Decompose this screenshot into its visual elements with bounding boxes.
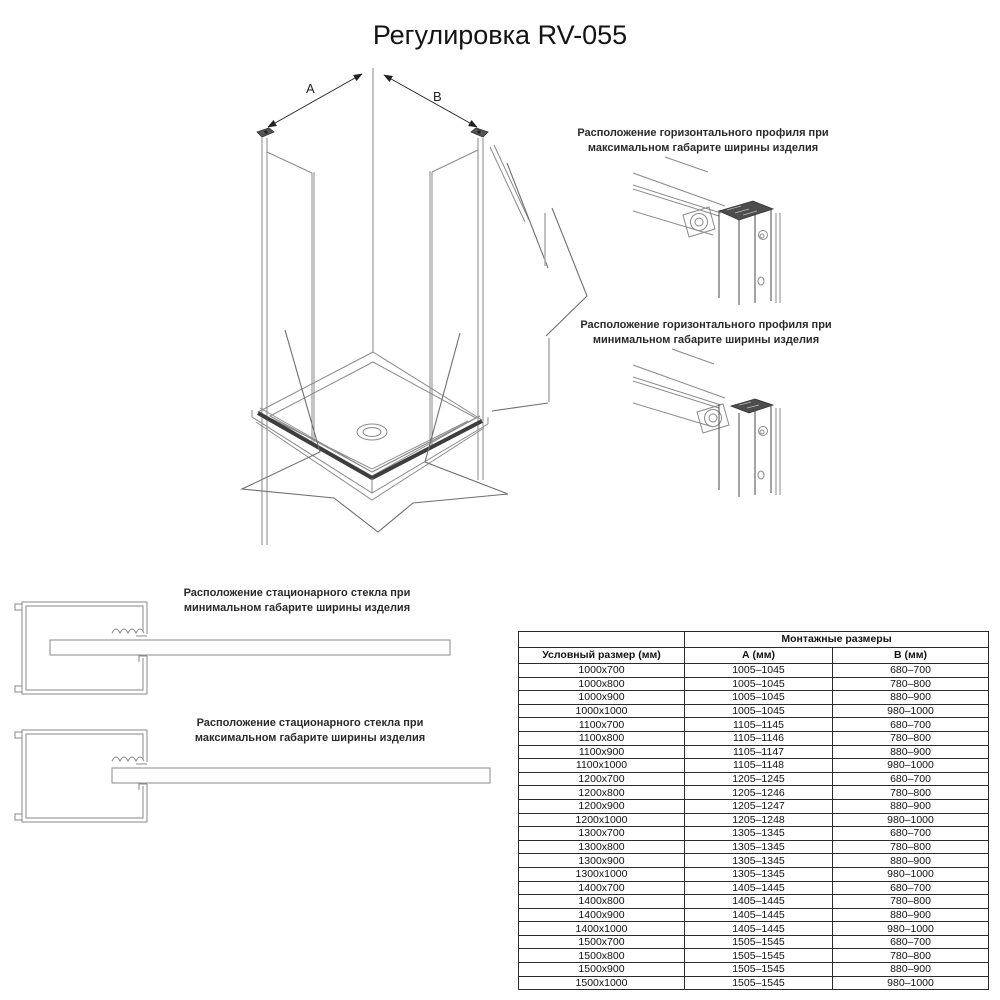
table-row bbox=[519, 949, 989, 963]
table-cell: 680–700 bbox=[833, 935, 989, 949]
glass-section-max bbox=[112, 768, 490, 783]
table-cell: 1300x1000 bbox=[519, 867, 685, 881]
empty-header-cell bbox=[519, 632, 685, 648]
table-cell: 1005–1045 bbox=[685, 677, 833, 691]
table-cell: 1405–1445 bbox=[685, 881, 833, 895]
table-cell: 1200x900 bbox=[519, 799, 685, 813]
table-cell: 1200x1000 bbox=[519, 813, 685, 827]
table-cell: 780–800 bbox=[833, 895, 989, 909]
callout-glass-min: Расположение стационарного стекла при минимальном габарите ширины изделия bbox=[183, 587, 411, 614]
left-wall-profile bbox=[257, 128, 274, 545]
table-cell: 680–700 bbox=[833, 664, 989, 678]
table-cell: 1105–1145 bbox=[685, 718, 833, 732]
callout-profile-min: Расположение горизонтального профиля при минимальном габарите ширины изделия bbox=[580, 319, 832, 346]
table-cell: 1500x900 bbox=[519, 963, 685, 977]
table-cell: 1100x700 bbox=[519, 718, 685, 732]
table-cell: 1005–1045 bbox=[685, 691, 833, 705]
table-group-header-row bbox=[519, 632, 989, 648]
page-title: Регулировка RV-055 bbox=[372, 20, 628, 50]
table-cell: 880–900 bbox=[833, 963, 989, 977]
table-cell: 1400x1000 bbox=[519, 922, 685, 936]
table-cell: 1505–1545 bbox=[685, 949, 833, 963]
table-cell: 1305–1345 bbox=[685, 854, 833, 868]
shower-tray bbox=[252, 352, 488, 500]
table-row bbox=[519, 745, 989, 759]
table-row bbox=[519, 813, 989, 827]
section-glass-max-drawing bbox=[12, 722, 502, 837]
col-header-a: А (мм) bbox=[685, 648, 833, 664]
table-cell: 1000x800 bbox=[519, 677, 685, 691]
col-header-size: Условный размер (мм) bbox=[519, 648, 685, 664]
table-row bbox=[519, 772, 989, 786]
table-cell: 680–700 bbox=[833, 718, 989, 732]
table-cell: 1300x800 bbox=[519, 840, 685, 854]
dimension-a bbox=[268, 74, 362, 127]
detail-profile-min-drawing bbox=[633, 355, 868, 500]
table-row bbox=[519, 935, 989, 949]
table-row bbox=[519, 731, 989, 745]
table-cell: 980–1000 bbox=[833, 867, 989, 881]
table-row bbox=[519, 881, 989, 895]
table-row bbox=[519, 854, 989, 868]
table-cell: 1000x700 bbox=[519, 664, 685, 678]
table-row bbox=[519, 976, 989, 990]
table-cell: 1200x700 bbox=[519, 772, 685, 786]
table-row bbox=[519, 895, 989, 909]
table-column-header-row bbox=[519, 648, 989, 664]
detail-profile-max-drawing bbox=[633, 163, 868, 308]
table-cell: 980–1000 bbox=[833, 813, 989, 827]
table-row bbox=[519, 827, 989, 841]
table-row bbox=[519, 840, 989, 854]
table-row bbox=[519, 908, 989, 922]
table-row bbox=[519, 677, 989, 691]
left-glass-panel bbox=[267, 152, 314, 443]
table-row bbox=[519, 759, 989, 773]
table-cell: 980–1000 bbox=[833, 704, 989, 718]
table-cell: 780–800 bbox=[833, 786, 989, 800]
mounting-sizes-table bbox=[518, 631, 989, 990]
table-row bbox=[519, 963, 989, 977]
table-cell: 1105–1147 bbox=[685, 745, 833, 759]
callout-glass-max: Расположение стационарного стекла при максимальном габарите ширины изделия bbox=[194, 717, 426, 744]
table-cell: 680–700 bbox=[833, 772, 989, 786]
table-cell: 1405–1445 bbox=[685, 922, 833, 936]
section-glass-min-drawing bbox=[12, 592, 457, 707]
table-cell: 1300x900 bbox=[519, 854, 685, 868]
down-arrow-outline bbox=[242, 330, 508, 532]
table-row bbox=[519, 718, 989, 732]
table-cell: 1005–1045 bbox=[685, 664, 833, 678]
table-row bbox=[519, 799, 989, 813]
table-cell: 1500x700 bbox=[519, 935, 685, 949]
table-cell: 1400x800 bbox=[519, 895, 685, 909]
table-cell: 1305–1345 bbox=[685, 840, 833, 854]
table-cell: 880–900 bbox=[833, 691, 989, 705]
table-cell: 680–700 bbox=[833, 881, 989, 895]
table-cell: 1505–1545 bbox=[685, 935, 833, 949]
table-row bbox=[519, 786, 989, 800]
table-cell: 1300x700 bbox=[519, 827, 685, 841]
table-cell: 1400x700 bbox=[519, 881, 685, 895]
col-header-b: В (мм) bbox=[833, 648, 989, 664]
table-cell: 1100x800 bbox=[519, 731, 685, 745]
drain bbox=[357, 424, 387, 440]
table-cell: 1100x1000 bbox=[519, 759, 685, 773]
table-cell: 1105–1146 bbox=[685, 731, 833, 745]
table-cell: 980–1000 bbox=[833, 922, 989, 936]
table-cell: 980–1000 bbox=[833, 976, 989, 990]
table-cell: 1405–1445 bbox=[685, 908, 833, 922]
table-cell: 780–800 bbox=[833, 949, 989, 963]
table-cell: 880–900 bbox=[833, 908, 989, 922]
table-cell: 880–900 bbox=[833, 745, 989, 759]
table-cell: 1400x900 bbox=[519, 908, 685, 922]
dimension-b bbox=[384, 75, 477, 127]
table-cell: 880–900 bbox=[833, 854, 989, 868]
table-row bbox=[519, 664, 989, 678]
size-table-body bbox=[519, 664, 989, 990]
table-cell: 1205–1247 bbox=[685, 799, 833, 813]
callout-profile-max: Расположение горизонтального профиля при максимальном габарите ширины изделия bbox=[577, 127, 829, 154]
table-cell: 1505–1545 bbox=[685, 976, 833, 990]
table-cell: 880–900 bbox=[833, 799, 989, 813]
table-cell: 1105–1148 bbox=[685, 759, 833, 773]
right-arrow-outline bbox=[492, 163, 587, 411]
table-cell: 1205–1245 bbox=[685, 772, 833, 786]
table-cell: 1100x900 bbox=[519, 745, 685, 759]
table-cell: 1005–1045 bbox=[685, 704, 833, 718]
dimension-a-label: A bbox=[306, 81, 315, 96]
table-cell: 1305–1345 bbox=[685, 867, 833, 881]
table-row bbox=[519, 691, 989, 705]
table-cell: 1505–1545 bbox=[685, 963, 833, 977]
dimension-b-label: B bbox=[433, 89, 442, 104]
table-cell: 1205–1248 bbox=[685, 813, 833, 827]
table-cell: 1000x1000 bbox=[519, 704, 685, 718]
table-cell: 1205–1246 bbox=[685, 786, 833, 800]
table-cell: 1305–1345 bbox=[685, 827, 833, 841]
table-cell: 1000x900 bbox=[519, 691, 685, 705]
table-cell: 780–800 bbox=[833, 840, 989, 854]
table-row bbox=[519, 704, 989, 718]
group-header-cell: Монтажные размеры bbox=[685, 632, 989, 648]
table-cell: 1500x800 bbox=[519, 949, 685, 963]
table-cell: 1405–1445 bbox=[685, 895, 833, 909]
table-row bbox=[519, 867, 989, 881]
table-cell: 1200x800 bbox=[519, 786, 685, 800]
table-cell: 680–700 bbox=[833, 827, 989, 841]
table-row bbox=[519, 922, 989, 936]
table-cell: 780–800 bbox=[833, 731, 989, 745]
table-cell: 980–1000 bbox=[833, 759, 989, 773]
table-cell: 780–800 bbox=[833, 677, 989, 691]
glass-section-min bbox=[50, 640, 450, 655]
table-cell: 1500x1000 bbox=[519, 976, 685, 990]
